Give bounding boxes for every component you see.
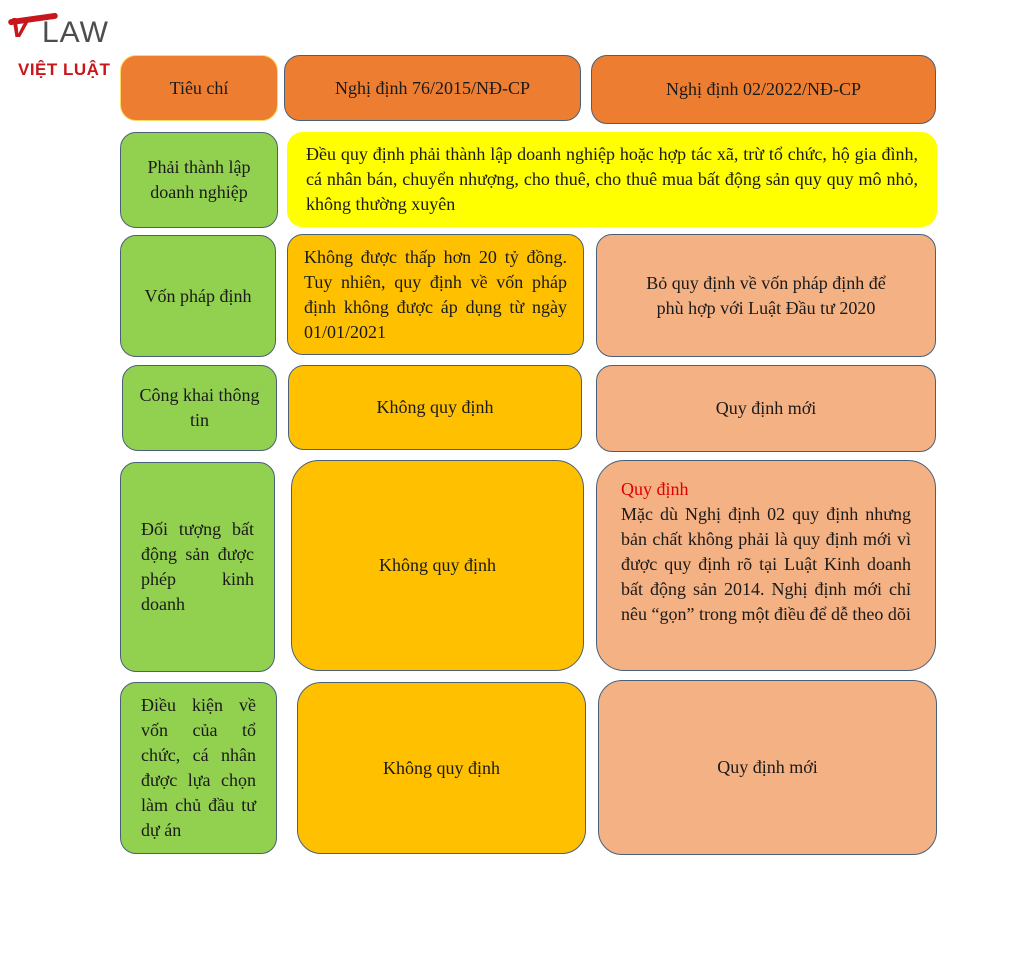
new-public-disclosure-cell xyxy=(596,365,936,452)
header-decree-02-label: Nghị định 02/2022/NĐ-CP xyxy=(665,79,861,99)
old-public-disclosure-cell xyxy=(288,365,582,450)
new-eligible-real-estate-text: Mặc dù Nghị định 02 quy định nhưng bản chất không phải là quy định mới vì được quy định rõ tại Luật Kinh doanh bất động sản 2014. Nghị định mới chỉ nêu “gọn” trong một điều để dễ theo dõi xyxy=(621,504,911,624)
criterion-investor-capital xyxy=(120,682,277,854)
criterion-label: Vốn pháp định xyxy=(144,285,252,306)
criterion-label: Đối tượng bất động sản được phép kinh doanh xyxy=(141,519,254,614)
new-legal-capital-text: Bỏ quy định về vốn pháp định để phù hợp với Luật Đầu tư 2020 xyxy=(646,272,886,318)
criterion-legal-capital xyxy=(120,235,276,357)
header-criteria-label: Tiêu chí xyxy=(169,77,229,98)
new-investor-capital-text: Quy định mới xyxy=(717,757,818,777)
old-public-disclosure-text: Không quy định xyxy=(376,397,494,417)
old-investor-capital-text: Không quy định xyxy=(383,757,500,778)
header-decree-76-label: Nghị định 76/2015/NĐ-CP xyxy=(334,77,530,98)
old-eligible-real-estate-cell xyxy=(291,460,584,671)
criterion-public-disclosure xyxy=(122,365,277,451)
header-decree-76 xyxy=(284,55,581,121)
merged-requirement-cell xyxy=(287,132,937,227)
header-criteria xyxy=(120,55,278,121)
criterion-label: Điều kiện về vốn của tổ chức, cá nhân được lựa chọn làm chủ đầu tư dự án xyxy=(141,695,256,840)
new-public-disclosure-text: Quy định mới xyxy=(715,398,817,418)
logo-mark: V xyxy=(10,12,27,43)
criterion-label: Công khai thông tin xyxy=(139,385,260,430)
new-eligible-real-estate-cell xyxy=(596,460,936,671)
old-eligible-real-estate-text: Không quy định xyxy=(379,555,496,575)
merged-requirement-text: Đều quy định phải thành lập doanh nghiệp hoặc hợp tác xã, trừ tổ chức, hộ gia đình, cá nhân bán, chuyển nhượng, cho thuê, cho thuê mua bất động sản quy quy mô nhỏ, không thường xuyên xyxy=(306,144,918,214)
logo-text: LAW xyxy=(42,16,109,49)
criterion-eligible-real-estate xyxy=(120,462,275,672)
old-legal-capital-cell xyxy=(287,234,584,355)
criterion-establish-enterprise xyxy=(120,132,278,228)
old-legal-capital-text: Không được thấp hơn 20 tỷ đồng. Tuy nhiên, quy định về vốn pháp định không được áp dụng từ ngày 01/01/2021 xyxy=(304,246,567,342)
logo-subtitle: VIỆT LUẬT xyxy=(18,60,111,79)
new-eligible-real-estate-title: Quy định xyxy=(621,479,689,499)
new-investor-capital-cell xyxy=(598,680,937,855)
header-decree-02 xyxy=(591,55,936,124)
old-investor-capital-cell xyxy=(297,682,586,854)
viet-luat-logo xyxy=(6,6,116,82)
criterion-label: Phải thành lập doanh nghiệp xyxy=(147,157,251,202)
new-legal-capital-cell xyxy=(596,234,936,357)
